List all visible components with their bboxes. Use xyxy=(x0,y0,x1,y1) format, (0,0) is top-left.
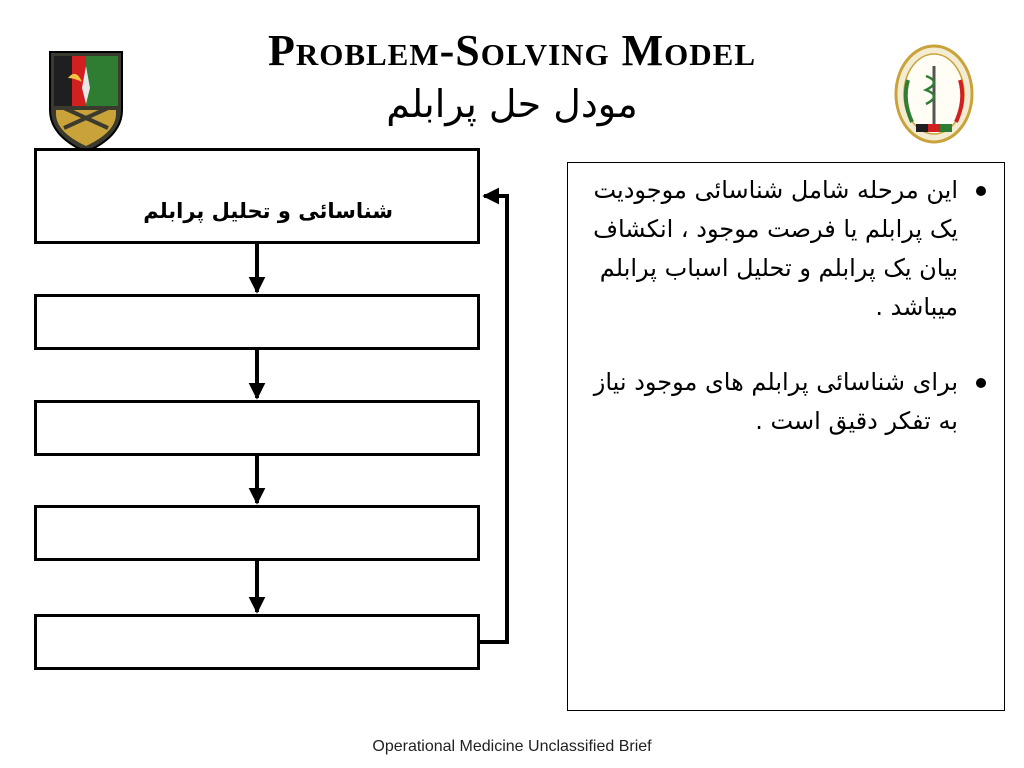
flowchart-step-1-label: شناسائی و تحلیل پرابلم xyxy=(143,199,393,223)
feedback-arrow xyxy=(480,196,507,642)
list-item xyxy=(582,171,992,327)
description-panel xyxy=(567,162,1005,711)
list-item xyxy=(582,363,992,441)
medical-emblem-logo xyxy=(892,40,976,146)
flowchart-connectors xyxy=(0,0,560,700)
page-title-persian: مودل حل پرابلم xyxy=(386,82,638,126)
bullet-text: برای شناسائی پرابلم های موجود نیاز به تفکر دقیق است . xyxy=(593,368,958,435)
bullet-list xyxy=(582,171,992,477)
page-title: Problem-Solving Model xyxy=(267,26,757,75)
bullet-text: این مرحله شامل شناسائی موجودیت یک پرابلم یا فرصت موجود ، انکشاف بیان یک پرابلم و تحلیل اسباب پرابلم میباشد . xyxy=(593,176,958,321)
bullet-icon xyxy=(976,186,986,196)
footer-text: Operational Medicine Unclassified Brief xyxy=(372,738,652,755)
bullet-icon xyxy=(976,378,986,388)
